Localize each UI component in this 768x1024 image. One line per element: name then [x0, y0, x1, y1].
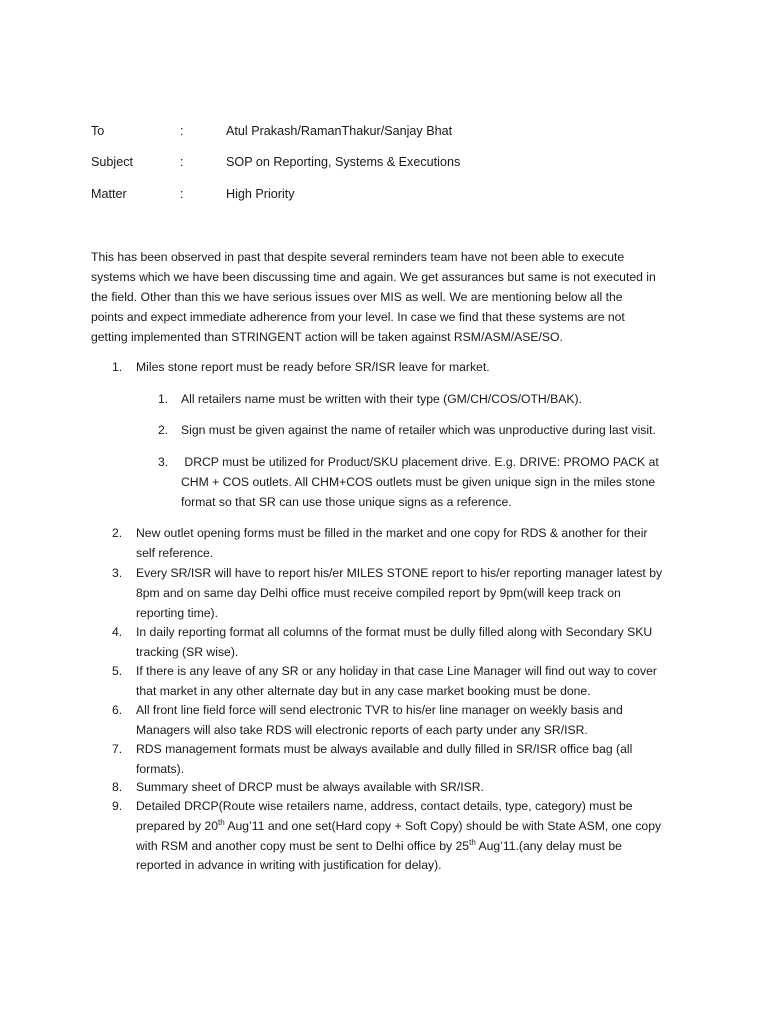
intro-line: the field. Other than this we have serious issues over MIS as well. We are mentioning below all the: [91, 290, 623, 304]
sub-list-item-number: 3.: [158, 455, 169, 469]
list-item-text: New outlet opening forms must be filled in the market and one copy for RDS & another for their: [136, 526, 648, 540]
list-item-text: formats).: [136, 761, 185, 776]
subject-colon: :: [180, 155, 184, 169]
list-item-number: 3.: [112, 566, 123, 580]
list-item-number: 4.: [112, 625, 123, 639]
sub-list-item-text: format so that SR can use those unique signs as a reference.: [181, 494, 512, 509]
sub-list-item-text: All retailers name must be written with their type (GM/CH/COS/OTH/BAK).: [181, 392, 582, 406]
list-item-text: In daily reporting format all columns of the format must be dully filled along with Secondary SKU: [136, 625, 653, 639]
sub-list-item-number: 2.: [158, 423, 169, 437]
list-item-text: reporting time).: [136, 605, 218, 620]
sub-list-item-text: CHM + COS outlets. All CHM+COS outlets must be given unique sign in the miles stone: [181, 474, 656, 489]
ordinal-suffix: th: [469, 837, 476, 847]
list-item-text: Every SR/ISR will have to report his/er MILES STONE report to his/er reporting manager latest by: [136, 566, 663, 580]
list-item-text: [136, 837, 661, 857]
to-colon: :: [180, 124, 184, 138]
sub-list-item-text: DRCP must be utilized for Product/SKU placement drive. E.g. DRIVE: PROMO PACK at: [181, 455, 659, 469]
to-value: Atul Prakash/RamanThakur/Sanjay Bhat: [226, 124, 453, 138]
intro-line: This has been observed in past that despite several reminders team have not been able to execute: [91, 250, 625, 264]
list-item-text: All front line field force will send electronic TVR to his/er line manager on weekly basis and: [136, 703, 623, 717]
intro-line: getting implemented than STRINGENT action will be taken against RSM/ASM/ASE/SO.: [91, 330, 563, 344]
intro-line: systems which we have been discussing time and again. We get assurances but same is not executed in: [91, 270, 656, 284]
to-label: To: [91, 124, 105, 138]
subject-label: Subject: [91, 155, 134, 169]
list-item-text: reported in advance in writing with justification for delay).: [136, 858, 442, 873]
matter-value: High Priority: [226, 187, 295, 201]
list-item-text-part: Aug’11.(any delay must be: [475, 838, 622, 853]
list-item-number: 7.: [112, 742, 123, 756]
subject-value: SOP on Reporting, Systems & Executions: [226, 155, 461, 169]
list-item-text: Managers will also take RDS will electronic reports of each party under any SR/ISR.: [136, 722, 588, 737]
list-item-text: self reference.: [136, 545, 214, 560]
list-item-number: 8.: [112, 780, 123, 794]
list-item-number: 1.: [112, 360, 123, 374]
list-item-number: 2.: [112, 526, 123, 540]
list-item-text: Detailed DRCP(Route wise retailers name, address, contact details, type, category) must be: [136, 799, 633, 813]
list-item-text: RDS management formats must be always available and dully filled in SR/ISR office bag (all: [136, 742, 633, 756]
matter-label: Matter: [91, 187, 127, 201]
list-item-text: Summary sheet of DRCP must be always available with SR/ISR.: [136, 780, 484, 794]
list-item-text: 8pm and on same day Delhi office must receive compiled report by 9pm(will keep track on: [136, 585, 621, 600]
sub-list-item-number: 1.: [158, 392, 169, 406]
list-item-text: that market in any other alternate day but in any case market booking must be done.: [136, 683, 591, 698]
list-item-text: If there is any leave of any SR or any holiday in that case Line Manager will find out way to cover: [136, 664, 657, 678]
list-item-number: 5.: [112, 664, 123, 678]
list-item-text: [136, 817, 661, 837]
intro-line: points and expect immediate adherence from your level. In case we find that these systems are not: [91, 310, 625, 324]
list-item-text: tracking (SR wise).: [136, 644, 239, 659]
list-item-text-part: with RSM and another copy must be sent to Delhi office by 25: [136, 838, 470, 853]
list-item-text-part: Aug’11 and one set(Hard copy + Soft Copy) should be with State ASM, one copy: [224, 818, 662, 833]
sub-list-item-text: Sign must be given against the name of retailer which was unproductive during last visit.: [181, 423, 656, 437]
intro-paragraph: [91, 247, 681, 347]
matter-colon: :: [180, 187, 184, 201]
list-item-text-part: prepared by 20: [136, 818, 218, 833]
ordinal-suffix: th: [218, 817, 225, 827]
list-item-text: Miles stone report must be ready before SR/ISR leave for market.: [136, 360, 490, 374]
list-item-number: 9.: [112, 799, 123, 813]
list-item-number: 6.: [112, 703, 123, 717]
